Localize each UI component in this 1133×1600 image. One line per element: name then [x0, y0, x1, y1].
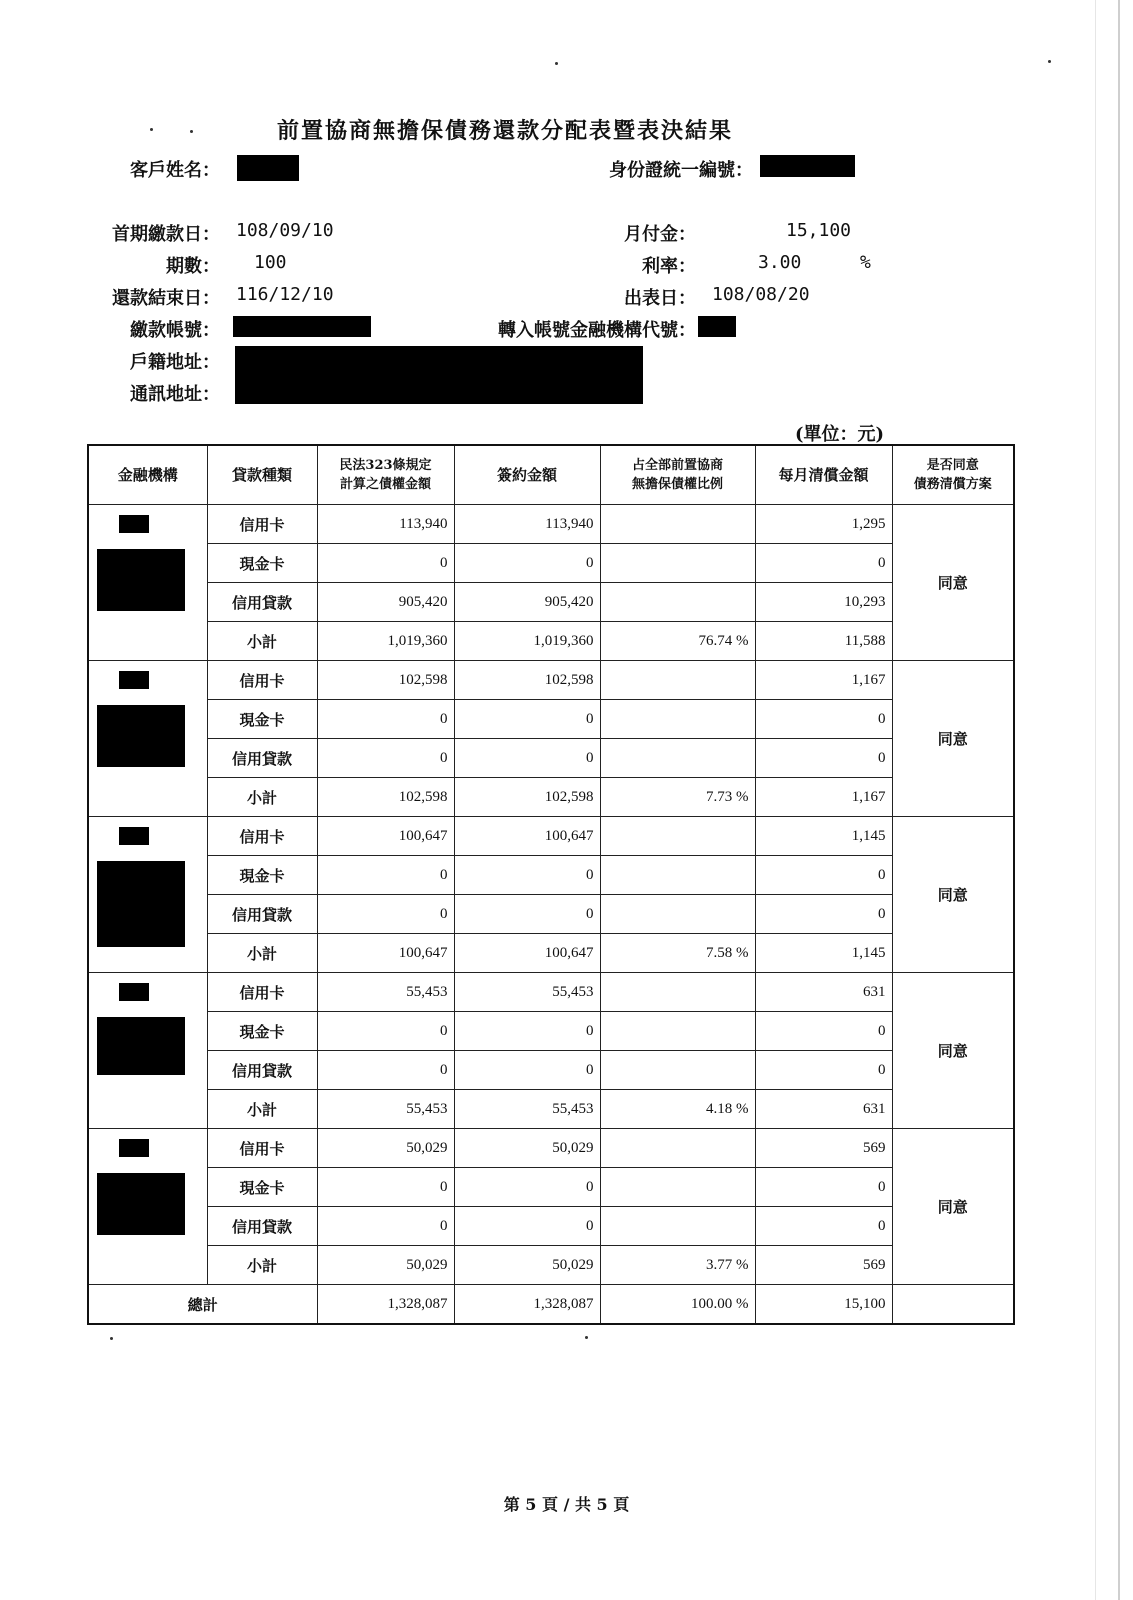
subtotal-claim: 100,647 [317, 934, 454, 973]
header-institution: 金融機構 [88, 445, 207, 505]
loan-type-credit-card: 信用卡 [207, 661, 317, 700]
subtotal-claim: 102,598 [317, 778, 454, 817]
loan-type-credit-loan: 信用貸款 [207, 1207, 317, 1246]
loan-type-credit-loan: 信用貸款 [207, 1051, 317, 1090]
subtotal-ratio: 4.18 % [600, 1090, 755, 1129]
monthly-amount: 1,167 [755, 661, 892, 700]
issue-date-label: 出表日： [624, 288, 696, 309]
loan-type-credit-card: 信用卡 [207, 817, 317, 856]
scan-speck [1048, 60, 1051, 63]
table-row-subtotal [88, 622, 1014, 661]
redacted-customer-name [237, 155, 299, 181]
claim-amount: 0 [317, 1207, 454, 1246]
claim-amount: 55,453 [317, 973, 454, 1012]
table-row [88, 661, 1014, 700]
subtotal-monthly: 1,145 [755, 934, 892, 973]
ratio-cell [600, 1051, 755, 1090]
table-row [88, 817, 1014, 856]
loan-type-cash-card: 現金卡 [207, 1168, 317, 1207]
loan-type-credit-loan: 信用貸款 [207, 895, 317, 934]
ratio-cell [600, 856, 755, 895]
monthly-amount: 0 [755, 1012, 892, 1051]
loan-type-subtotal: 小計 [207, 1246, 317, 1285]
unit-note: (單位：元) [795, 424, 885, 445]
interest-rate-unit: % [860, 252, 871, 273]
claim-amount: 0 [317, 1168, 454, 1207]
periods-value: 100 [254, 252, 287, 273]
first-payment-value: 108/09/10 [236, 220, 334, 241]
claim-amount: 0 [317, 739, 454, 778]
issue-date-value: 108/08/20 [712, 284, 810, 305]
subtotal-contract: 1,019,360 [454, 622, 600, 661]
scan-edge-line-inner [1095, 0, 1096, 1600]
ratio-cell [600, 583, 755, 622]
monthly-amount: 0 [755, 1168, 892, 1207]
loan-type-credit-card: 信用卡 [207, 973, 317, 1012]
subtotal-contract: 100,647 [454, 934, 600, 973]
subtotal-contract: 102,598 [454, 778, 600, 817]
subtotal-claim: 1,019,360 [317, 622, 454, 661]
subtotal-monthly: 631 [755, 1090, 892, 1129]
contract-amount: 0 [454, 700, 600, 739]
loan-type-subtotal: 小計 [207, 778, 317, 817]
loan-type-cash-card: 現金卡 [207, 700, 317, 739]
table-row [88, 544, 1014, 583]
monthly-amount: 0 [755, 895, 892, 934]
monthly-amount: 0 [755, 856, 892, 895]
monthly-amount: 631 [755, 973, 892, 1012]
monthly-amount: 0 [755, 739, 892, 778]
table-row-total [88, 1285, 1014, 1325]
table-row [88, 1051, 1014, 1090]
redacted-institution-name [97, 705, 185, 767]
claim-amount: 0 [317, 700, 454, 739]
customer-name-label: 客戶姓名： [130, 160, 220, 181]
bank-code-label: 轉入帳號金融機構代號： [498, 320, 696, 341]
table-row [88, 505, 1014, 544]
loan-type-credit-loan: 信用貸款 [207, 583, 317, 622]
contract-amount: 0 [454, 1207, 600, 1246]
contract-amount: 102,598 [454, 661, 600, 700]
ratio-cell [600, 1012, 755, 1051]
redacted-payment-account [233, 316, 371, 337]
monthly-payment-label: 月付金： [624, 224, 696, 245]
table-row [88, 895, 1014, 934]
redacted-institution-code [119, 1139, 149, 1157]
loan-type-credit-card: 信用卡 [207, 505, 317, 544]
institution-cell [88, 661, 207, 817]
first-payment-label: 首期繳款日： [112, 224, 220, 245]
redacted-bank-code [698, 316, 736, 337]
ratio-cell [600, 1129, 755, 1168]
monthly-amount: 0 [755, 544, 892, 583]
redacted-institution-name [97, 549, 185, 611]
subtotal-ratio: 3.77 % [600, 1246, 755, 1285]
institution-cell [88, 973, 207, 1129]
claim-amount: 113,940 [317, 505, 454, 544]
table-row [88, 583, 1014, 622]
redacted-institution-name [97, 1173, 185, 1235]
total-ratio: 100.00 % [600, 1285, 755, 1325]
total-agree-cell [892, 1285, 1014, 1325]
scan-edge-line [1118, 0, 1120, 1600]
contract-amount: 0 [454, 1012, 600, 1051]
header-agree: 是否同意 債務清償方案 [892, 445, 1014, 505]
ratio-cell [600, 700, 755, 739]
scan-speck [585, 1336, 588, 1339]
loan-type-credit-card: 信用卡 [207, 1129, 317, 1168]
ratio-cell [600, 973, 755, 1012]
agree-cell: 同意 [892, 973, 1014, 1129]
table-row [88, 1129, 1014, 1168]
subtotal-claim: 50,029 [317, 1246, 454, 1285]
loan-type-cash-card: 現金卡 [207, 856, 317, 895]
ratio-cell [600, 1207, 755, 1246]
loan-type-subtotal: 小計 [207, 622, 317, 661]
table-row [88, 973, 1014, 1012]
monthly-amount: 0 [755, 1051, 892, 1090]
interest-rate-value: 3.00 [758, 252, 802, 273]
payment-account-label: 繳款帳號： [130, 320, 220, 341]
redacted-institution-name [97, 1017, 185, 1075]
contract-amount: 0 [454, 856, 600, 895]
claim-amount: 50,029 [317, 1129, 454, 1168]
contract-amount: 50,029 [454, 1129, 600, 1168]
contract-amount: 0 [454, 739, 600, 778]
contract-amount: 0 [454, 895, 600, 934]
loan-type-subtotal: 小計 [207, 934, 317, 973]
page-number: 第 5 頁 / 共 5 頁 [503, 1495, 630, 1514]
table-row [88, 700, 1014, 739]
ratio-cell [600, 505, 755, 544]
redacted-addresses [235, 346, 643, 404]
agree-cell: 同意 [892, 505, 1014, 661]
agree-cell: 同意 [892, 1129, 1014, 1285]
document-title: 前置協商無擔保債務還款分配表暨表決結果 [276, 118, 733, 144]
subtotal-ratio: 76.74 % [600, 622, 755, 661]
subtotal-claim: 55,453 [317, 1090, 454, 1129]
loan-type-credit-loan: 信用貸款 [207, 739, 317, 778]
ratio-cell [600, 739, 755, 778]
total-monthly: 15,100 [755, 1285, 892, 1325]
monthly-amount: 10,293 [755, 583, 892, 622]
scan-speck [555, 62, 558, 65]
table-row-subtotal [88, 1090, 1014, 1129]
id-number-label: 身份證統一編號： [609, 160, 753, 181]
table-row [88, 1012, 1014, 1051]
interest-rate-label: 利率： [642, 256, 696, 277]
table-header-row [88, 445, 1014, 505]
total-claim: 1,328,087 [317, 1285, 454, 1325]
contract-amount: 0 [454, 544, 600, 583]
claim-amount: 0 [317, 1051, 454, 1090]
contract-amount: 0 [454, 1051, 600, 1090]
end-date-value: 116/12/10 [236, 284, 334, 305]
contract-amount: 0 [454, 1168, 600, 1207]
contract-amount: 113,940 [454, 505, 600, 544]
total-contract: 1,328,087 [454, 1285, 600, 1325]
allocation-table [87, 444, 1015, 1325]
end-date-label: 還款結束日： [112, 288, 220, 309]
contract-amount: 55,453 [454, 973, 600, 1012]
subtotal-contract: 55,453 [454, 1090, 600, 1129]
monthly-amount: 0 [755, 1207, 892, 1246]
subtotal-monthly: 569 [755, 1246, 892, 1285]
claim-amount: 0 [317, 1012, 454, 1051]
claim-amount: 0 [317, 856, 454, 895]
agree-cell: 同意 [892, 817, 1014, 973]
table-row-subtotal [88, 934, 1014, 973]
header-contract-amount: 簽約金額 [454, 445, 600, 505]
subtotal-monthly: 11,588 [755, 622, 892, 661]
subtotal-monthly: 1,167 [755, 778, 892, 817]
contract-amount: 905,420 [454, 583, 600, 622]
subtotal-contract: 50,029 [454, 1246, 600, 1285]
header-monthly-payment: 每月清償金額 [755, 445, 892, 505]
subtotal-ratio: 7.73 % [600, 778, 755, 817]
table-row [88, 1168, 1014, 1207]
institution-cell [88, 817, 207, 973]
claim-amount: 100,647 [317, 817, 454, 856]
loan-type-cash-card: 現金卡 [207, 544, 317, 583]
redacted-institution-code [119, 671, 149, 689]
redacted-id-number [760, 155, 855, 177]
claim-amount: 102,598 [317, 661, 454, 700]
table-row-subtotal [88, 778, 1014, 817]
header-claim-amount: 民法323條規定 計算之債權金額 [317, 445, 454, 505]
subtotal-ratio: 7.58 % [600, 934, 755, 973]
monthly-amount: 569 [755, 1129, 892, 1168]
contract-amount: 100,647 [454, 817, 600, 856]
mailing-address-label: 通訊地址： [130, 384, 220, 405]
scan-speck [110, 1337, 113, 1340]
institution-cell [88, 505, 207, 661]
ratio-cell [600, 817, 755, 856]
ratio-cell [600, 895, 755, 934]
monthly-amount: 1,145 [755, 817, 892, 856]
ratio-cell [600, 1168, 755, 1207]
redacted-institution-code [119, 515, 149, 533]
claim-amount: 0 [317, 544, 454, 583]
redacted-institution-code [119, 827, 149, 845]
total-label: 總計 [88, 1285, 317, 1325]
loan-type-cash-card: 現金卡 [207, 1012, 317, 1051]
redacted-institution-name [97, 861, 185, 947]
table-row [88, 1207, 1014, 1246]
domicile-address-label: 戶籍地址： [130, 352, 220, 373]
agree-cell: 同意 [892, 661, 1014, 817]
monthly-amount: 0 [755, 700, 892, 739]
claim-amount: 905,420 [317, 583, 454, 622]
table-row-subtotal [88, 1246, 1014, 1285]
institution-cell [88, 1129, 207, 1285]
claim-amount: 0 [317, 895, 454, 934]
redacted-institution-code [119, 983, 149, 1001]
table-row [88, 739, 1014, 778]
ratio-cell [600, 544, 755, 583]
periods-label: 期數： [166, 256, 220, 277]
table-row [88, 856, 1014, 895]
ratio-cell [600, 661, 755, 700]
header-ratio: 占全部前置協商 無擔保債權比例 [600, 445, 755, 505]
header-loan-type: 貸款種類 [207, 445, 317, 505]
monthly-payment-value: 15,100 [786, 220, 852, 241]
loan-type-subtotal: 小計 [207, 1090, 317, 1129]
monthly-amount: 1,295 [755, 505, 892, 544]
